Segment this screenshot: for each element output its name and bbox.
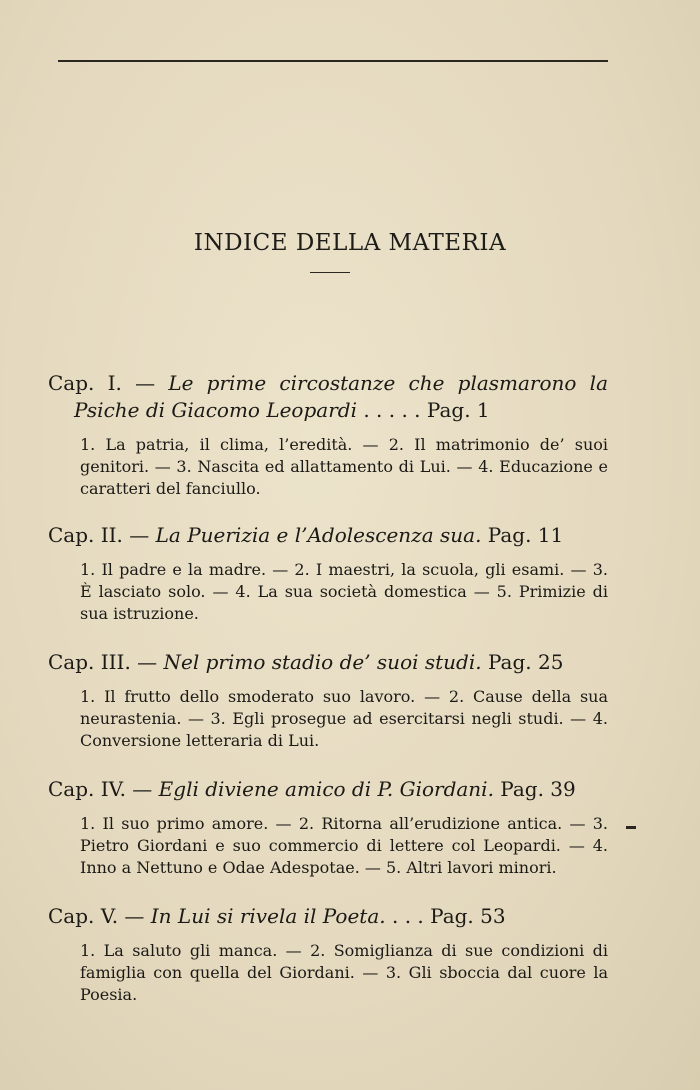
chapter-title-line: Cap. IV. — Egli diviene amico di P. Giordani. Pag. 39: [48, 777, 576, 801]
chapter-summary: [48, 686, 608, 752]
chapter-title-line: Cap. I. — Le prime circostanze che plasmarono la Psiche di Giacomo Leopardi . . . . . Pag. 1: [48, 371, 608, 422]
chapter-summary: [48, 813, 608, 879]
chapter-list: [48, 370, 608, 1030]
chapter-entry: [48, 649, 608, 752]
heading-rule: [310, 272, 350, 273]
page-reference: Pag. 1: [426, 398, 490, 422]
chapter-entry: [48, 903, 608, 1006]
chapter-title: In Lui si rivela il Poeta.: [150, 904, 386, 928]
chapter-number: Cap. V.: [48, 904, 119, 928]
page-heading: INDICE DELLA MATERIA: [193, 230, 507, 256]
page-reference: Pag. 39: [500, 777, 576, 801]
dot-leader: . . .: [385, 904, 431, 928]
chapter-title-line: Cap. V. — In Lui si rivela il Poeta. . . . Pag. 53: [48, 904, 506, 928]
top-rule: [58, 60, 608, 62]
chapter-title: Le prime circostanze che plasmarono la Psiche di Giacomo Leopardi: [74, 371, 608, 422]
chapter-entry: [48, 776, 608, 879]
chapter-summary: [48, 559, 608, 625]
chapter-title: Egli diviene amico di P. Giordani.: [158, 777, 494, 801]
chapter-number: Cap. III.: [48, 650, 131, 674]
chapter-summary-text: 1. La saluto gli manca. — 2. Somiglianza di sue condizioni di famiglia con quella del Giordani. — 3. Gli sboccia dal cuore la Poesia.: [80, 941, 608, 1004]
margin-mark: [626, 826, 636, 829]
chapter-entry: [48, 370, 608, 500]
chapter-number: Cap. II.: [48, 523, 123, 547]
page-reference: Pag. 25: [487, 650, 564, 674]
chapter-title-line: Cap. II. — La Puerizia e l’Adolescenza sua. Pag. 11: [48, 523, 564, 547]
chapter-summary-text: 1. Il suo primo amore. — 2. Ritorna all’erudizione antica. — 3. Pietro Giordani e suo commercio di lettere col Leopardi. — 4. Inno a Nettuno e Odae Adespotae. — 5. Altri lavori minori.: [80, 814, 608, 877]
chapter-title-line: Cap. III. — Nel primo stadio de’ suoi studi. Pag. 25: [48, 650, 564, 674]
dot-leader: . . . . .: [356, 398, 427, 422]
chapter-number: Cap. I.: [48, 371, 122, 395]
chapter-summary-text: 1. Il frutto dello smoderato suo lavoro. — 2. Cause della sua neurastenia. — 3. Egli prosegue ad esercitarsi negli studi. — 4. Conversione letteraria di Lui.: [80, 687, 608, 750]
page-reference: Pag. 11: [487, 523, 564, 547]
chapter-summary: [48, 434, 608, 500]
chapter-summary-text: 1. La patria, il clima, l’eredità. — 2. Il matrimonio de’ suoi genitori. — 3. Nascita ed allattamento di Lui. — 4. Educazione e caratteri del fanciullo.: [80, 435, 608, 498]
chapter-title: Nel primo stadio de’ suoi studi.: [163, 650, 482, 674]
chapter-summary-text: 1. Il padre e la madre. — 2. I maestri, la scuola, gli esami. — 3. È lasciato solo. — 4. La sua società domestica — 5. Primizie di sua istruzione.: [80, 560, 608, 623]
page-reference: Pag. 53: [430, 904, 506, 928]
chapter-title: La Puerizia e l’Adolescenza sua.: [155, 523, 482, 547]
chapter-number: Cap. IV.: [48, 777, 126, 801]
chapter-summary: [48, 940, 608, 1006]
chapter-entry: [48, 522, 608, 625]
